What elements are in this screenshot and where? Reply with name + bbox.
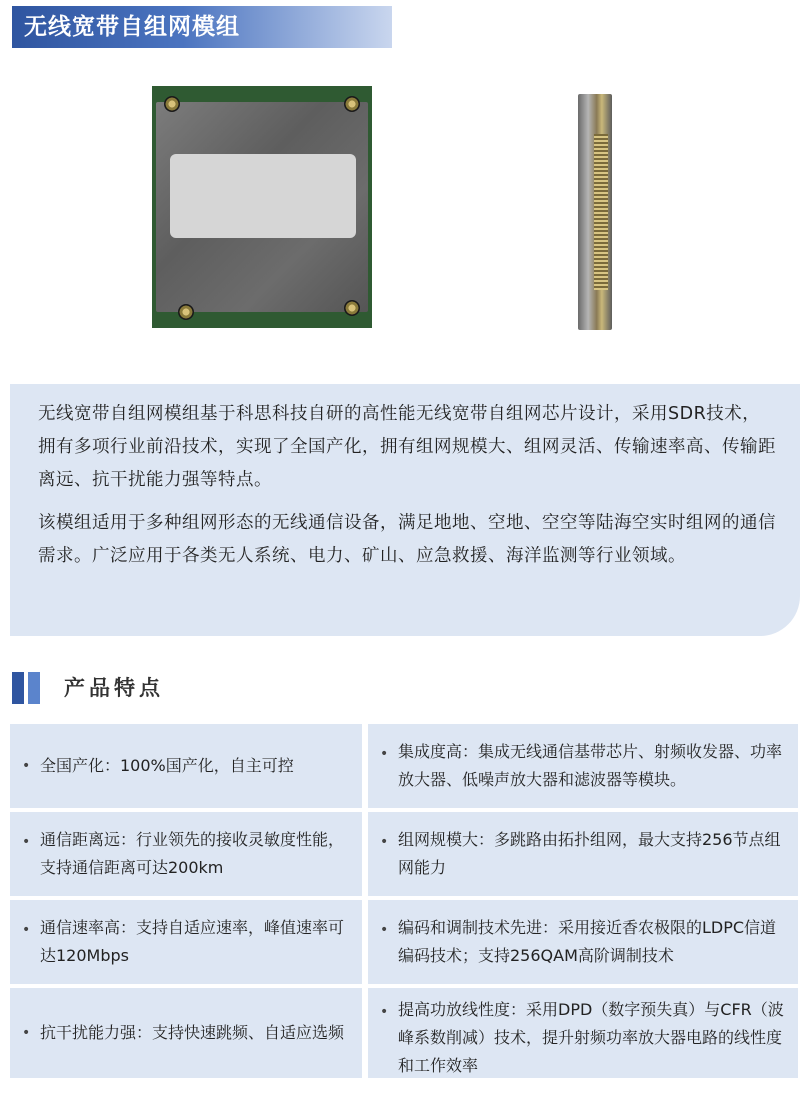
- heading-bar-icon: [12, 672, 24, 704]
- bullet-icon: •: [380, 834, 389, 850]
- bullet-icon: •: [380, 746, 389, 762]
- feature-item: [368, 812, 798, 896]
- feature-item: [10, 812, 362, 896]
- bullet-icon: •: [380, 922, 389, 938]
- module-side-photo: [578, 94, 612, 330]
- feature-text: 全国产化：100%国产化，自主可控: [40, 756, 294, 775]
- bullet-icon: •: [22, 1025, 31, 1041]
- features-grid: [10, 724, 800, 1090]
- screw-icon: [344, 300, 360, 316]
- screw-icon: [344, 96, 360, 112]
- module-label-area: [170, 154, 356, 238]
- feature-item: [10, 900, 362, 984]
- description-paragraph: 该模组适用于多种组网形态的无线通信设备，满足地地、空地、空空等陆海空实时组网的通信需求。广泛应用于各类无人系统、电力、矿山、应急救援、海洋监测等行业领域。: [38, 513, 776, 566]
- feature-text: 通信距离远：行业领先的接收灵敏度性能，支持通信距离可达200km: [40, 830, 345, 877]
- description-panel: [10, 384, 800, 636]
- connector-pins: [594, 134, 608, 290]
- feature-text: 通信速率高：支持自适应速率，峰值速率可达120Mbps: [40, 918, 345, 965]
- feature-text: 组网规模大：多跳路由拓扑组网，最大支持256节点组网能力: [398, 830, 781, 877]
- bullet-icon: •: [22, 922, 31, 938]
- feature-text: 编码和调制技术先进：采用接近香农极限的LDPC信道编码技术；支持256QAM高阶调制技术: [398, 918, 777, 965]
- feature-item: [10, 724, 362, 808]
- screw-icon: [164, 96, 180, 112]
- feature-item: [368, 900, 798, 984]
- feature-text: 集成度高：集成无线通信基带芯片、射频收发器、功率放大器、低噪声放大器和滤波器等模块。: [398, 742, 783, 789]
- bullet-icon: •: [22, 834, 31, 850]
- feature-item: [10, 988, 362, 1078]
- feature-item: [368, 724, 798, 808]
- screw-icon: [178, 304, 194, 320]
- description-paragraph: 无线宽带自组网模组基于科思科技自研的高性能无线宽带自组网芯片设计，采用SDR技术，拥有多项行业前沿技术，实现了全国产化，拥有组网规模大、组网灵活、传输速率高、传输距离远、抗干扰能力强等特点。: [38, 404, 776, 490]
- feature-text: 抗干扰能力强：支持快速跳频、自适应选频: [40, 1023, 345, 1042]
- page-title: 无线宽带自组网模组: [12, 6, 392, 48]
- feature-item: [368, 988, 798, 1078]
- features-heading-text: 产品特点: [64, 676, 164, 700]
- module-front-photo: [152, 86, 372, 328]
- bullet-icon: •: [380, 1004, 389, 1020]
- bullet-icon: •: [22, 758, 31, 774]
- heading-bar-icon: [28, 672, 40, 704]
- feature-text: 提高功放线性度：采用DPD（数字预失真）与CFR（波峰系数削减）技术，提升射频功率放大器电路的线性度和工作效率: [398, 1000, 784, 1075]
